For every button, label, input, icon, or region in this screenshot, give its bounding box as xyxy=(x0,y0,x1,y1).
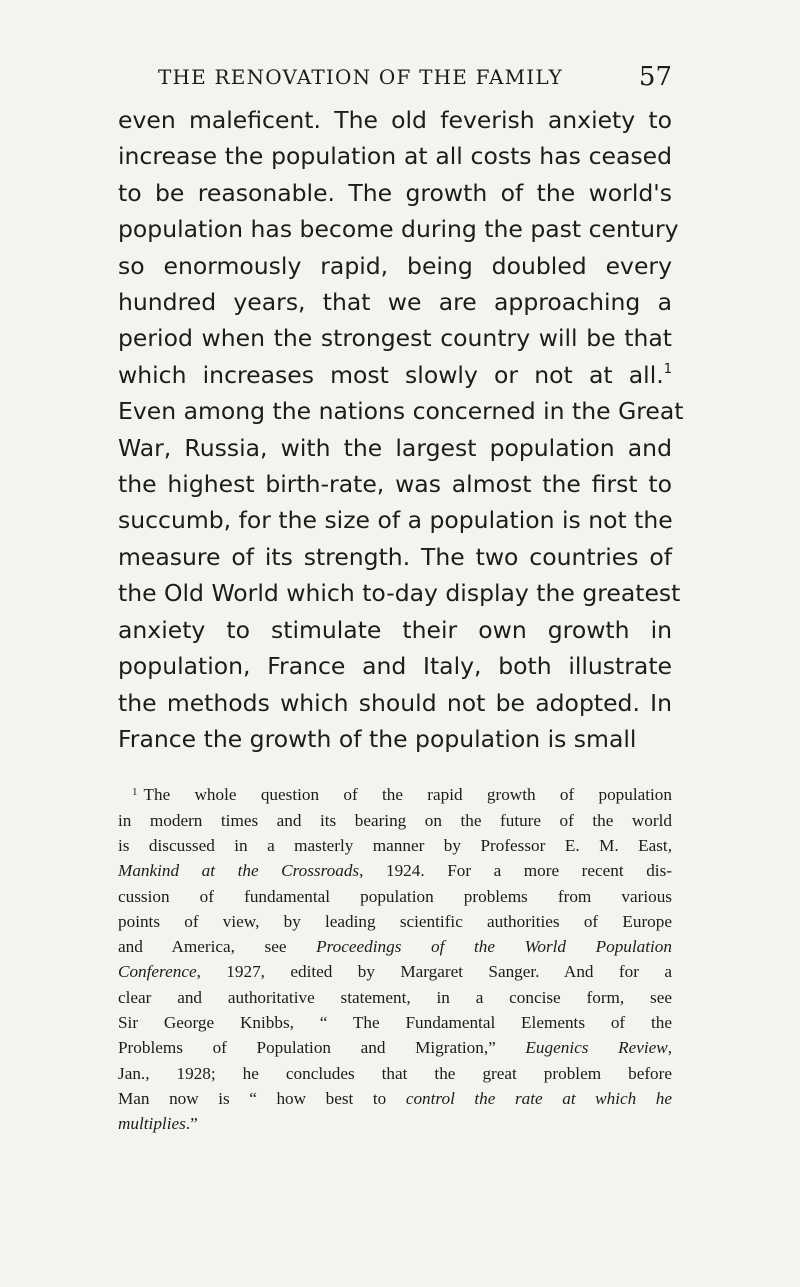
body-line: France the growth of the population is small xyxy=(118,724,637,753)
body-line: Even among the nations concerned in the Great xyxy=(118,397,684,426)
body-line: succumb, for the size of a population is not the xyxy=(118,506,673,535)
footnote-line: Sir George Knibbs, “ The Fundamental Elements of the xyxy=(118,1012,672,1032)
body-line: population, France and Italy, both illustrate xyxy=(118,652,672,681)
page-number: 57 xyxy=(638,62,672,92)
body-line: to be reasonable. The growth of the world's xyxy=(118,178,672,207)
body-line: which increases most slowly or not at all.$^1$ xyxy=(118,360,672,389)
body-line: the Old World which to-day display the greatest xyxy=(118,579,681,608)
running-head xyxy=(118,58,672,98)
footnote-reference[interactable]: 1 xyxy=(663,361,672,377)
body-line: period when the strongest country will be that xyxy=(118,324,672,353)
body-line: anxiety to stimulate their own growth in xyxy=(118,615,672,644)
book-title: Proceedings of the World Population xyxy=(316,937,672,957)
footnote-line: points of view, by leading scientific authorities of Europe xyxy=(118,911,672,931)
body-paragraph xyxy=(118,102,684,757)
footnote xyxy=(118,782,672,1136)
footnote-line: clear and authoritative statement, in a concise form, see xyxy=(118,987,672,1007)
footnote-line: Conference, 1927, edited by Margaret Sanger. And for a xyxy=(118,962,672,982)
chapter-title: THE RENOVATION OF THE FAMILY xyxy=(158,65,564,89)
body-line: War, Russia, with the largest population and xyxy=(118,433,672,462)
book-page xyxy=(118,58,684,1136)
footnote-marker: 1 xyxy=(132,786,138,799)
book-title: Mankind at the Crossroads xyxy=(118,861,360,881)
body-line: even maleficent. The old feverish anxiety to xyxy=(118,106,672,134)
footnote-line: multiplies.” xyxy=(118,1114,198,1134)
footnote-line: Problems of Population and Migration,” Eugenics Review, xyxy=(118,1038,672,1058)
body-line: the methods which should not be adopted. In xyxy=(118,688,672,717)
book-title: Conference xyxy=(118,962,197,982)
journal-title: Eugenics Review xyxy=(525,1038,668,1058)
footnote-line: Jan., 1928; he concludes that the great problem before xyxy=(118,1063,672,1083)
body-line: increase the population at all costs has ceased xyxy=(118,142,672,171)
footnote-line: cussion of fundamental population problems from various xyxy=(118,886,672,906)
body-line: measure of its strength. The two countries of xyxy=(118,542,672,571)
body-line: the highest birth-rate, was almost the first to xyxy=(118,470,672,499)
body-line: population has become during the past century xyxy=(118,215,679,244)
quoted-phrase: control the rate at which he xyxy=(405,1088,673,1108)
footnote-line: in modern times and its bearing on the future of the world xyxy=(118,810,672,830)
footnote-line: Man now is “ how best to control the rate at which he xyxy=(118,1088,673,1108)
footnote-line: and America, see Proceedings of the World Population xyxy=(118,937,672,957)
footnote-line: $^1$ The whole question of the rapid growth of population xyxy=(132,785,672,805)
body-line: so enormously rapid, being doubled every xyxy=(118,251,672,280)
quoted-phrase: multiplies xyxy=(118,1114,186,1134)
footnote-line: Mankind at the Crossroads, 1924. For a more recent dis- xyxy=(118,861,672,881)
footnote-line: is discussed in a masterly manner by Professor E. M. East, xyxy=(118,835,672,855)
body-line: hundred years, that we are approaching a xyxy=(118,288,672,317)
